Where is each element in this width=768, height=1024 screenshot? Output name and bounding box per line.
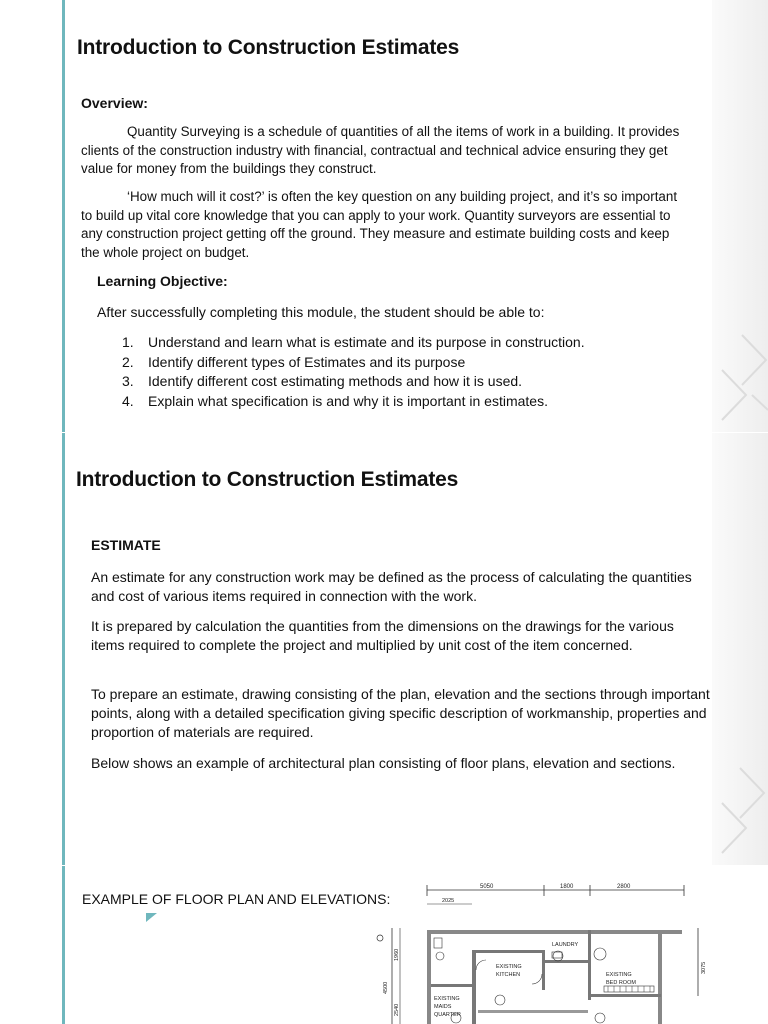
decorative-chevrons [712,433,768,865]
objectives-list [122,333,585,411]
chevron-pattern-icon [712,433,768,865]
list-item [122,353,585,373]
triangle-bullet-icon [146,913,158,923]
dim-right: 3075 [701,961,707,974]
left-accent-bar [62,0,65,432]
list-number: 3. [122,373,134,389]
estimate-paragraph-4: Below shows an example of architectural plan consisting of floor plans, elevation and sections. [91,755,676,771]
list-item [122,392,585,412]
estimate-paragraph-2: It is prepared by calculation the quantities from the dimensions on the drawings for the various items required to complete the project and multiplied by unit cost of the item concerned. [91,618,674,653]
list-text: Identify different types of Estimates and its purpose [148,353,466,370]
list-number: 4. [122,392,134,409]
overview-paragraph-1: Quantity Surveying is a schedule of quantities of all the items of work in a building. It provides clients of the construction industry with financial, contractual and technical advice ensuring they get value for money from the buildings they construct. [81,124,680,176]
dim-left-1: 1960 [394,948,400,961]
dim-top-2: 1800 [560,884,574,890]
overview-paragraph-2: ‘How much will it cost?’ is often the key question on any building project, and it’s so important to build up vital core knowledge that you can apply to your work. Quantity surveyors are essential to any construction project getting off the ground. They measure and estimate building costs and keep the whole project on budget. [81,189,678,260]
list-number: 1. [122,334,134,350]
learning-objective-heading: Learning Objective: [97,273,228,289]
dim-top-1: 5050 [480,884,494,890]
dim-left-3: 2540 [394,1003,400,1016]
floor-plan-heading: EXAMPLE OF FLOOR PLAN AND ELEVATIONS: [82,891,391,907]
room-kitchen-line2: KITCHEN [496,972,521,978]
room-maids-line1: EXISTING [434,996,460,1002]
estimate-paragraph-3: To prepare an estimate, drawing consisting of the plan, elevation and the sections through important points, along with a detailed specification giving specific description of workmanship, properties and proportion of materials are required. [91,686,710,740]
slide-title: Introduction to Construction Estimates [77,36,460,59]
learning-objective-intro: After successfully completing this module, the student should be able to: [97,304,545,320]
decorative-chevrons [712,0,768,432]
room-maids-line2: MAIDS [434,1004,452,1010]
room-maids-line3: QUARTER [434,1012,461,1018]
list-text: Understand and learn what is estimate and its purpose in construction. [148,334,585,350]
slide-overview [0,0,768,432]
estimate-paragraph-1: An estimate for any construction work may be defined as the process of calculating the quantities and cost of various items required in connection with the work. [91,569,692,604]
list-text: Identify different cost estimating methods and how it is used. [148,373,523,389]
dim-sub: 2025 [442,898,455,904]
room-bedroom-line1: EXISTING [606,972,632,978]
room-bedroom-line2: BED ROOM [606,980,636,986]
room-kitchen-line1: EXISTING [496,964,522,970]
slide-floor-plan [0,866,768,1024]
slide-title: Introduction to Construction Estimates [76,468,459,491]
slide-estimate [0,433,768,865]
list-item [122,333,585,353]
dim-left-2: 4500 [383,981,389,994]
room-laundry: LAUNDRY [552,942,579,948]
left-accent-bar [62,866,65,1024]
list-text: Explain what specification is and why it is important in estimates. [148,392,548,409]
list-item [122,372,585,392]
dim-top-3: 2800 [617,884,631,890]
floor-plan-drawing [372,866,752,1024]
overview-heading: Overview: [81,95,148,111]
left-accent-bar [62,433,65,865]
chevron-pattern-icon [712,0,768,432]
list-number: 2. [122,353,134,370]
estimate-heading: ESTIMATE [91,537,161,553]
